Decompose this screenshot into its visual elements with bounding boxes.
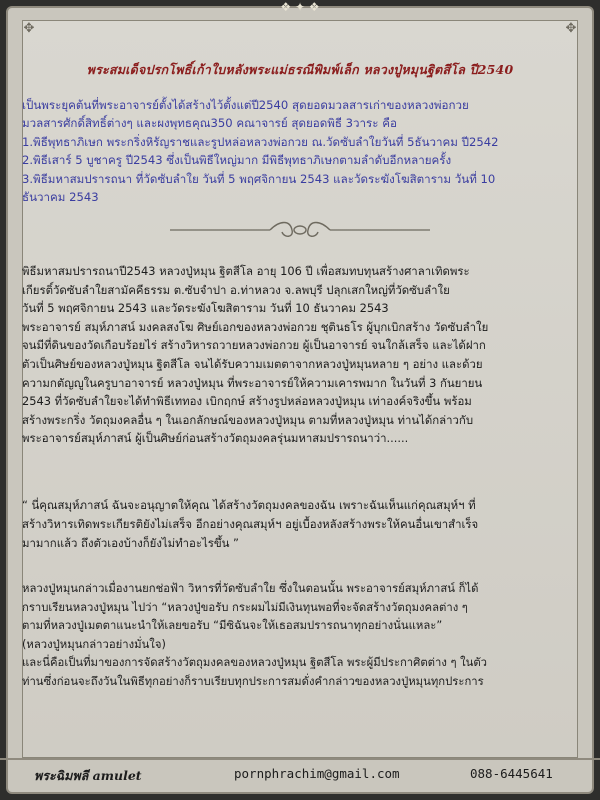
footer-divider [0,758,600,760]
body-line: วันที่ 5 พฤศจิกายน 2543 และวัดระฆังโฆสิตาราม วันที่ 10 ธันวาคม 2543 [22,301,389,316]
body-line: จนมีที่ดินของวัดเกือบร้อยไร่ สร้างวิหารถวายหลวงพ่อกวย ผู้เป็นอาจารย์ จนใกล้เสร็จ และได้ฝาก [22,338,486,353]
intro-line: เป็นพระยุคต้นที่พระอาจารย์ตั้งได้สร้างไว้ตั้งแต่ปี2540 สุดยอดมวลสารเก่าของหลวงพ่อกวย [22,98,469,112]
corner-ornament-icon: ✥ [565,21,577,36]
closing-line: กราบเรียนหลวงปู่หมุน ไปว่า “หลวงปู่ขอรับ กระผมไม่มีเงินทุนพอที่จะจัดสร้างวัตถุมงคลต่าง ๆ [22,600,468,614]
crest-ornament-icon: ❖ ✦ ❖ [280,0,320,14]
intro-line: 1.พิธีพุทธาภิเษก พระกริ่งหิรัญราชและรูปหล่อหลวงพ่อกวย ณ.วัดซับลำใยวันที่ 5ธันวาคม ปี2542 [22,134,499,149]
quote-block [22,496,580,553]
body-line: พิธีมหาสมปรารถนาปี2543 หลวงปู่หมุน ฐิตสีโล อายุ 106 ปี เพื่อสมทบทุนสร้างศาลาเทิดพระ [22,264,470,278]
body-line: เกียรติ์วัดซับลำใยสามัคคีธรรม ต.ซับจำปา อ.ท่าหลวง จ.ลพบุรี ปลุกเสกใหญ่ที่วัดซับลำใย [22,282,450,297]
body-line: พระอาจารย์สมุห์ภาสน์ ผู้เป็นศิษย์ก่อนสร้างวัตถุมงคลรุ่นมหาสมปรารถนาว่า...... [22,431,409,446]
brand-name: พระฉิมพลี amulet [34,768,142,783]
intro-line: 3.พิธีมหาสมปรารถนา ที่วัดซับลำใย วันที่ 5 พฤศจิกายน 2543 และวัดระฆังโฆสิตาราม วันที่ 10 [22,171,496,186]
closing-line: ท่านซึ่งก่อนจะถึงวันในพิธีทุกอย่างก็ราบเรียบทุกประการสมดั่งคำกล่าวของหลวงปู่หมุนทุกประการ [22,674,484,688]
contact-email[interactable]: pornphrachim@gmail.com [234,766,400,781]
closing-block [22,580,582,692]
body-block [22,262,580,448]
closing-line: (หลวงปู่หมุนกล่าวอย่างมั่นใจ) [22,637,166,651]
footer [20,766,580,786]
quote-line: “ นี่คุณสมุห์ภาสน์ ฉันจะอนุญาตให้คุณ ได้สร้างวัตถุมงคลของฉัน เพราะฉันเห็นแก่คุณสมุห์ฯ ที่ [22,498,476,512]
body-line: ตัวเป็นศิษย์ของหลวงปู่หมุน ฐิตสีโล จนได้รับความเมตตาจากหลวงปู่หมุนหลาย ๆ อย่าง และด้วย [22,356,483,371]
quote-line: มามากแล้ว ถึงตัวเองบ้างก็ยังไม่ทำอะไรขึ้น ” [22,536,239,550]
body-line: พระอาจารย์ สมุห์ภาสน์ มงคลสงโฆ ศิษย์เอกของหลวงพ่อกวย ชุตินธโร ผู้บุกเบิกสร้าง วัดซับลำใย [22,319,489,334]
page-title: พระสมเด็จปรกโพธิ์เก้าใบหลังพระแม่ธรณีพิมพ์เล็ก หลวงปู่หมุนฐิตสีโล ปี2540 [86,62,514,77]
body-line: สร้างพระกริ่ง วัตถุมงคลอื่น ๆ ในเอกลักษณ์ของหลวงปู่หมุน ตามที่หลวงปู่หมุน ท่านได้กล่าวกับ [22,412,474,427]
closing-line: หลวงปู่หมุนกล่าวเมื่องานยกช่อฟ้า วิหารที่วัดซับลำใย ซึ่งในตอนนั้น พระอาจารย์สมุห์ภาสน์ ก็ได้ [22,582,479,595]
divider-ornament-icon [170,220,430,240]
quote-line: สร้างวิหารเทิดพระเกียรติยังไม่เสร็จ อีกอย่างคุณสมุห์ฯ อยู่เบื้องหลังสร้างพระให้คนอื่นเขาสำเร็จ [22,517,479,531]
body-line: ความกตัญญูในครูบาอาจารย์ หลวงปู่หมุน ที่พระอาจารย์ให้ความเคารพมาก ในวันที่ 3 กันยายน [22,375,483,390]
intro-line: มวลสารศักดิ์สิทธิ์ต่างๆ และผงพุทธคุณ350 คณาจารย์ สุดยอดพิธี 3วาระ คือ [22,116,397,131]
corner-ornament-icon: ✥ [23,21,35,36]
closing-line: ตามที่หลวงปู่เมตตาแนะนำให้เลยขอรับ “มีซิฉันจะให้เธอสมปรารถนาทุกอย่างนั่นแหละ” [22,619,443,633]
contact-phone[interactable]: 088-6445641 [470,766,553,781]
intro-line: 2.พิธีเสาร์ 5 บูชาครู ปี2543 ซึ่งเป็นพิธีใหญ่มาก มีพิธีพุทธาภิเษกตามลำดับอีกหลายครั้ง [22,153,452,168]
intro-line: ธันวาคม 2543 [22,190,99,205]
intro-block [22,96,577,206]
body-line: 2543 ที่วัดซับลำใยจะได้ทำพิธีเททอง เบิกฤกษ์ สร้างรูปหล่อหลวงปู่หมุน เท่าองค์จริงขึ้น พร้อม [22,394,472,409]
closing-line: และนี่คือเป็นที่มาของการจัดสร้างวัตถุมงคลของหลวงปู่หมุน ฐิตสีโล พระผู้มีประกาศิตต่าง ๆ ในตัว [22,656,488,670]
